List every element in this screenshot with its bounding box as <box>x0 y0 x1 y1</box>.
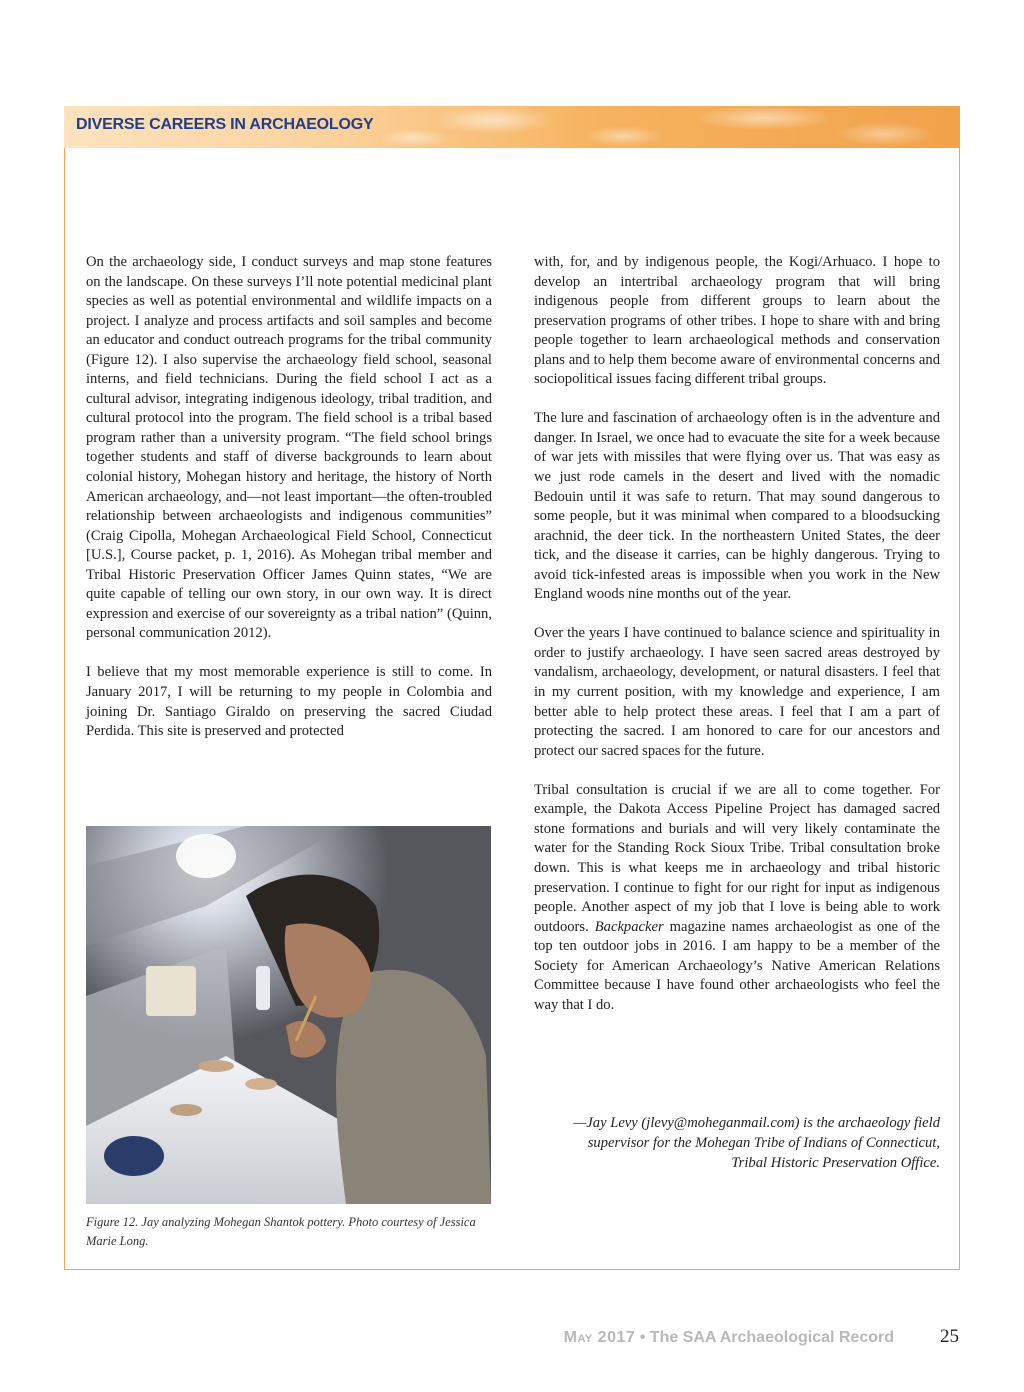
page-number: 25 <box>940 1326 959 1347</box>
right-column <box>534 253 940 1035</box>
body-paragraph <box>534 781 940 1016</box>
paragraph-text: magazine names archaeologist as one of the top ten outdoor jobs in 2016. I am happy to be a member of the Society for American Archaeology’s Native American Relations Committee because I have found other archaeologists who feel the way that I do. <box>534 918 940 1013</box>
paragraph-text: Tribal consultation is crucial if we are all to come together. For example, the Dakota Access Pipeline Project has damaged sacred stone formations and burials and will very likely contaminate the water for the Standing Rock Sioux Tribe. Tribal consultation broke down. This is what keeps me in archaeology and tribal historic preservation. I continue to fight for our right for input as indigenous people. Another aspect of my job that I love is being able to work outdoors. <box>534 781 940 935</box>
publication-name: The SAA Archaeological Record <box>649 1329 894 1346</box>
photo-illustration <box>86 826 491 1204</box>
body-paragraph: On the archaeology side, I conduct surveys and map stone features on the landscape. On these surveys I’ll note potential medicinal plant species as well as potential environmental and wildlife impacts on a project. I analyze and process artifacts and soil samples and become an educator and conduct outreach programs for the tribal community (Figure 12). I also supervise the archaeology field school, seasonal interns, and field technicians. During the field school I act as a cultural advisor, integrating indigenous ideology, tribal tradition, and cultural protocol into the program. The field school is a tribal based program rather than a university program. “The field school brings together students and staff of diverse backgrounds to learn about colonial history, Mohegan history and heritage, the history of North American archaeology, and—not least important—the often-troubled relationship between archaeologists and indigenous communities” (Craig Cipolla, Mohegan Archaeological Field School, Connecticut [U.S.], Course packet, p. 1, 2016). As Mohegan tribal member and Tribal Historic Preservation Officer James Quinn states, “We are quite capable of telling our own story, in our own way. It is direct expression and exercise of our sovereignty as a tribal nation” (Quinn, personal communication 2012). <box>86 254 492 642</box>
body-paragraph: The lure and fascination of archaeology often is in the adventure and danger. In Israel, we once had to evacuate the site for a week because of war jets with missiles that were flying over us. That was easy as we just rode camels in the desert and lived with the nomadic Bedouin until it was safe to return. That may sound dangerous to some people, but it was minimal when compared to a bloodsucking arachnid, the deer tick. In the northeastern United States, the deer tick, and the disease it carries, can be highly dangerous. Trying to avoid tick-infested areas is impossible when you work in the New England woods nine months out of the year. <box>534 410 940 603</box>
signoff-line: Tribal Historic Preservation Office. <box>731 1155 940 1171</box>
signoff-line: supervisor for the Mohegan Tribe of Indians of Connecticut, <box>587 1135 940 1151</box>
section-title: DIVERSE CAREERS IN ARCHAEOLOGY <box>76 116 374 133</box>
figure-caption: Figure 12. Jay analyzing Mohegan Shantok pottery. Photo courtesy of Jessica Marie Long. <box>86 1215 476 1248</box>
body-paragraph: I believe that my most memorable experience is still to come. In January 2017, I will be returning to my people in Colombia and joining Dr. Santiago Giraldo on preserving the sacred Ciudad Perdida. This site is preserved and protected <box>86 664 492 740</box>
left-column <box>86 253 492 761</box>
body-paragraph: Over the years I have continued to balance science and spirituality in order to justify archaeology. I have seen sacred areas destroyed by vandalism, archaeology, development, or natural disasters. I feel that in my current position, with my knowledge and experience, I am better able to help protect these areas. I feel that I am a part of protecting the sacred. I am honored to care for our ancestors and protect our sacred spaces for the future. <box>534 625 940 759</box>
figure-photo <box>86 826 491 1204</box>
magazine-title: Backpacker <box>594 918 664 935</box>
author-signoff <box>534 1113 940 1173</box>
section-banner <box>64 106 960 148</box>
issue-date: May 2017 <box>563 1329 636 1346</box>
body-paragraph: with, for, and by indigenous people, the Kogi/Arhuaco. I hope to develop an intertribal archaeology program that will bring indigenous people from different groups to learn about the preservation programs of other tribes. I hope to share with and bring people together to learn archaeological methods and conservation plans and to help them become aware of environmental concerns and sociopolitical issues facing different tribal groups. <box>534 254 940 388</box>
running-footer <box>564 1329 894 1347</box>
footer-bullet: • <box>639 1329 646 1346</box>
signoff-line: —Jay Levy (jlevy@moheganmail.com) is the archaeology field <box>573 1115 940 1131</box>
